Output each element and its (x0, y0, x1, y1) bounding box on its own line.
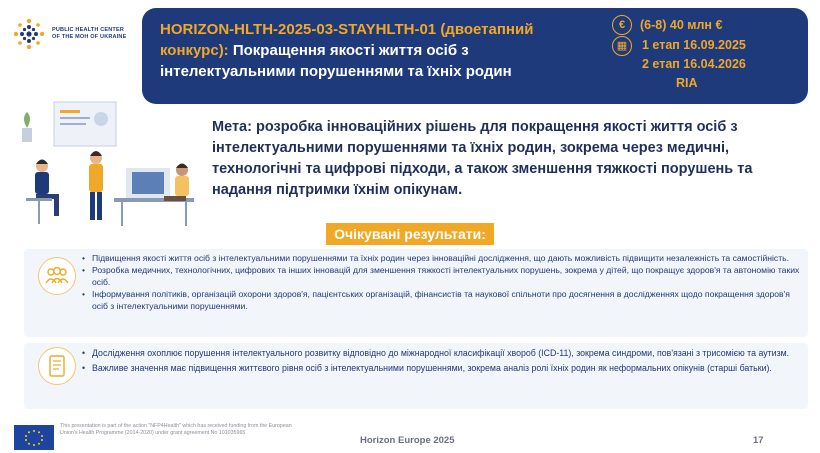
org-emblem-icon (12, 17, 46, 51)
page-number: 17 (753, 435, 764, 446)
document-icon (38, 347, 76, 385)
coin-icon: € (612, 15, 632, 35)
footer-program: Horizon Europe 2025 (360, 435, 455, 446)
action-type: RIA (676, 76, 698, 90)
goal-statement: Мета: розробка інноваційних рішень для покращення якості життя осіб з інтелектуальними порушеннями та їхніх родин, зокрема через медичні, технологічні та цифрові підходи, а також зменшення тяжкості порушень та надання підтримки їхнім опікунам. (212, 119, 753, 198)
budget-text: (6-8) 40 млн € (640, 18, 723, 32)
calendar-icon: ▦ (612, 36, 632, 56)
funding-disclaimer: This presentation is part of the action "NFP4Health" which has received funding from the European Union's Health Programme (2014-2020) under grant agreement No 101035965 (60, 423, 292, 436)
call-code: HORIZON-HLTH-2025-03-STAYHLTH-01 (двоетапний конкурс): (160, 21, 534, 59)
call-info (612, 14, 796, 100)
deadline-dates (616, 36, 796, 74)
results-list-2 (82, 347, 802, 377)
list-item: • Дослідження охоплює порушення інтелектуального розвитку відповідно до міжнародної класифікації хвороб (ICD-11), зокрема синдроми, пов'язані з трисомією та аутизм. (82, 347, 802, 359)
org-logo (12, 16, 142, 52)
stage1-date: 1 етап 16.09.2025 (642, 38, 746, 52)
list-item: • Розробка медичних, технологічних, цифрових та інших інновацій для зменшення тяжкості інтелектуальних порушень, зокрема у дітей, що покращує здоров'я та автономію таких осіб. (82, 265, 802, 288)
list-item: • Підвищення якості життя осіб з інтелектуальними порушеннями та їхніх родин через інноваційні дослідження, що дають можливість підвищити незалежність та самостійність. (82, 253, 802, 264)
list-item: • Важливе значення має підвищення життєвого рівня осіб з інтелектуальними порушеннями, зокрема аналіз ролі їхніх родин як неформальних опікунів (старші батьки). (82, 362, 802, 374)
org-name (52, 27, 126, 42)
results-panel-1 (24, 249, 808, 337)
results-list-1 (82, 253, 802, 313)
people-group-icon (38, 257, 76, 295)
budget-row (612, 14, 796, 36)
stage1-row (616, 36, 796, 55)
org-name-line2: OF THE MOH OF UKRAINE (52, 34, 127, 40)
results-panel-2 (24, 343, 808, 409)
stage2-date: 2 етап 16.04.2026 (642, 57, 746, 71)
list-item: • Інформування політиків, організацій охорони здоров'я, пацієнтських організацій, фінансистів та наукової спільноти про досягнення в дослідженнях щодо покращення здоров'я осіб з інтелектуальними порушеннями. (82, 289, 802, 312)
org-name-line1: PUBLIC HEALTH CENTER (52, 26, 125, 33)
office-team-illustration-icon (14, 98, 204, 228)
team-illustration (14, 98, 204, 228)
expected-results-heading: Очікувані результати: (326, 223, 494, 245)
call-title-text: Покращення якості життя осіб з інтелектуальними порушеннями та їхніх родин (160, 42, 512, 80)
eu-flag-icon (14, 425, 54, 450)
call-title (160, 19, 600, 82)
